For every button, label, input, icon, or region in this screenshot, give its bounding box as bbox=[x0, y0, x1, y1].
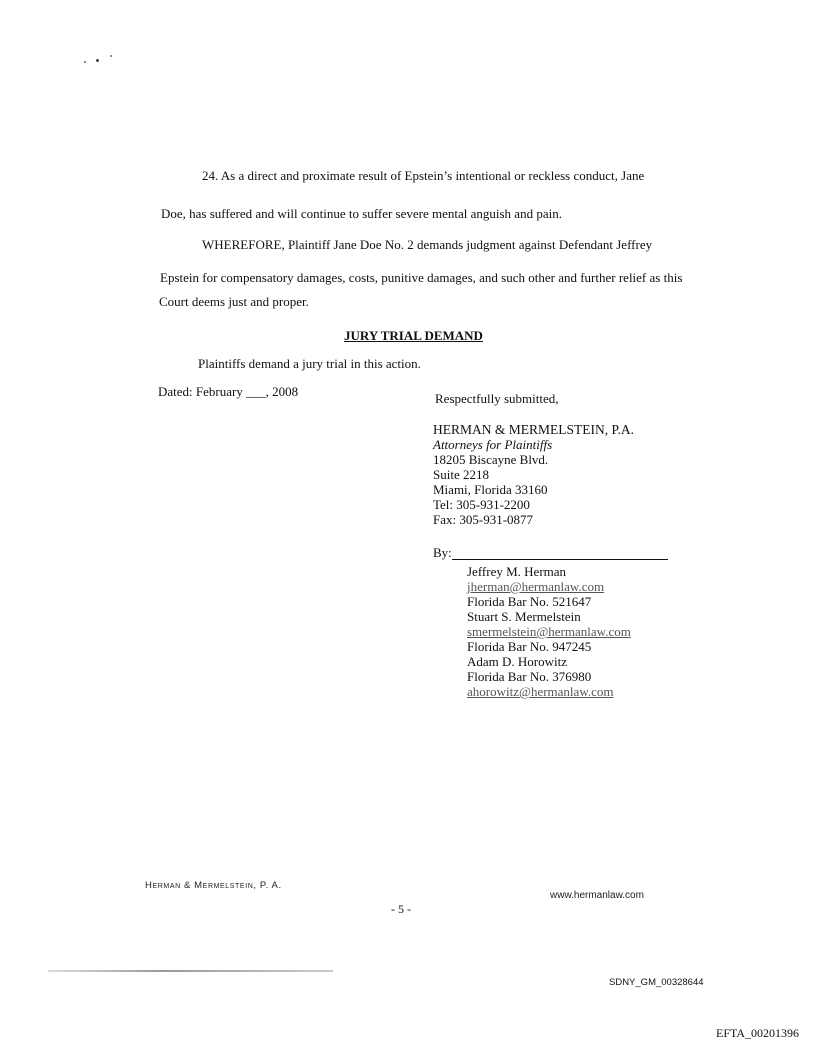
attorney-email-link[interactable]: smermelstein@hermanlaw.com bbox=[467, 624, 631, 639]
scan-edge-line bbox=[48, 970, 333, 972]
wherefore-line-2: Epstein for compensatory damages, costs, punitive damages, and such other and further relief as this bbox=[160, 270, 683, 285]
firm-name: HERMAN & MERMELSTEIN, P.A. bbox=[433, 422, 635, 437]
paragraph-24-line-2: Doe, has suffered and will continue to suffer severe mental anguish and pain. bbox=[161, 206, 562, 221]
attorney-name: Jeffrey M. Herman bbox=[467, 564, 567, 579]
firm-address-city: Miami, Florida 33160 bbox=[433, 482, 548, 497]
firm-address-block bbox=[433, 422, 634, 527]
wherefore-line-1: WHEREFORE, Plaintiff Jane Doe No. 2 demands judgment against Defendant Jeffrey bbox=[202, 237, 653, 252]
scan-speckle-marks bbox=[84, 54, 124, 66]
page-number: - 5 - bbox=[391, 902, 411, 916]
attorney-bar-number: Florida Bar No. 947245 bbox=[467, 639, 592, 654]
attorney-bar-number: Florida Bar No. 521647 bbox=[467, 594, 592, 609]
attorney-list bbox=[467, 564, 631, 699]
closing-line: Respectfully submitted, bbox=[435, 391, 559, 406]
attorney-email-link[interactable]: jherman@hermanlaw.com bbox=[467, 579, 605, 594]
attorney-email-link[interactable]: ahorowitz@hermanlaw.com bbox=[467, 684, 614, 699]
footer-firm-name: Herman & Mermelstein, P. A. bbox=[145, 880, 282, 891]
paragraph-24-line-1: 24. As a direct and proximate result of Epstein’s intentional or reckless conduct, Jane bbox=[202, 168, 645, 183]
bates-number: SDNY_GM_00328644 bbox=[609, 977, 704, 988]
firm-fax: Fax: 305-931-0877 bbox=[433, 512, 534, 527]
dated-line: Dated: February ___, 2008 bbox=[158, 384, 299, 399]
firm-role: Attorneys for Plaintiffs bbox=[433, 437, 553, 452]
firm-address-street: 18205 Biscayne Blvd. bbox=[433, 452, 549, 467]
footer-website: www.hermanlaw.com bbox=[550, 890, 644, 901]
attorney-name: Stuart S. Mermelstein bbox=[467, 609, 581, 624]
attorney-bar-number: Florida Bar No. 376980 bbox=[467, 669, 592, 684]
firm-telephone: Tel: 305-931-2200 bbox=[433, 497, 530, 512]
attorney-name: Adam D. Horowitz bbox=[467, 654, 568, 669]
efta-document-id: EFTA_00201396 bbox=[716, 1026, 800, 1040]
wherefore-line-3: Court deems just and proper. bbox=[159, 294, 309, 309]
jury-demand-text: Plaintiffs demand a jury trial in this action. bbox=[198, 356, 421, 371]
by-label: By: bbox=[433, 545, 452, 560]
firm-address-suite: Suite 2218 bbox=[433, 467, 489, 482]
jury-trial-heading: JURY TRIAL DEMAND bbox=[344, 328, 483, 343]
signature-line bbox=[452, 559, 668, 560]
